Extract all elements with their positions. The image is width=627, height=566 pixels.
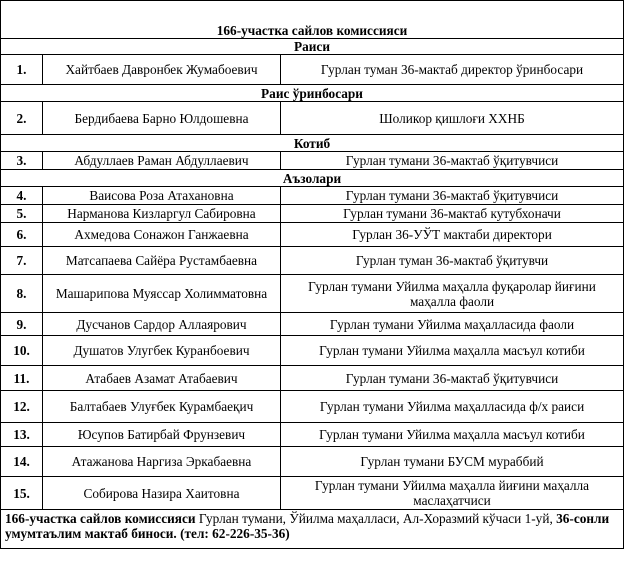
member-position: Гурлан тумани Уйилма маҳалласида фаоли (281, 313, 624, 336)
member-name: Атабаев Азамат Атабаевич (43, 366, 281, 391)
table-row (1, 313, 624, 336)
row-number: 10. (1, 336, 43, 366)
row-number: 6. (1, 223, 43, 247)
member-name: Юсупов Батирбай Фрунзевич (43, 423, 281, 447)
row-number: 12. (1, 391, 43, 423)
table-row (1, 247, 624, 275)
row-number: 11. (1, 366, 43, 391)
row-number: 7. (1, 247, 43, 275)
member-name: Ахмедова Сонажон Ганжаевна (43, 223, 281, 247)
table-row (1, 366, 624, 391)
section-deputy: Раис ўринбосари (1, 85, 624, 102)
member-name: Машарипова Муяссар Холимматовна (43, 275, 281, 313)
row-number: 1. (1, 55, 43, 85)
row-number: 2. (1, 102, 43, 135)
member-position: Гурлан тумани Уйилма маҳалла масъул котиби (281, 423, 624, 447)
footer-address: Гурлан тумани, Ўйилма маҳалласи, Ал-Хоразмий кўчаси 1-уй, (195, 511, 557, 526)
member-name: Дусчанов Сардор Аллаярович (43, 313, 281, 336)
member-position: Гурлан тумани Уйилма маҳалласида ф/х раиси (281, 391, 624, 423)
table-row (1, 423, 624, 447)
table-row (1, 223, 624, 247)
table-row (1, 275, 624, 313)
member-name: Матсапаева Сайёра Рустамбаевна (43, 247, 281, 275)
row-number: 4. (1, 187, 43, 205)
table-row (1, 102, 624, 135)
member-name: Нарманова Кизларгул Сабировна (43, 205, 281, 223)
member-position: Гурлан туман 36-мактаб директор ўринбосари (281, 55, 624, 85)
table-footer (1, 510, 624, 549)
member-position: Гурлан тумани БУСМ мураббий (281, 447, 624, 477)
member-position: Гурлан тумани Уйилма маҳалла масъул котиби (281, 336, 624, 366)
section-secretary: Котиб (1, 135, 624, 152)
member-name: Душатов Улугбек Куранбоевич (43, 336, 281, 366)
section-members: Аъзолари (1, 170, 624, 187)
row-number: 13. (1, 423, 43, 447)
row-number: 14. (1, 447, 43, 477)
member-position: Гурлан тумани 36-мактаб ўқитувчиси (281, 187, 624, 205)
member-position: Гурлан тумани 36-мактаб ўқитувчиси (281, 366, 624, 391)
table-row (1, 205, 624, 223)
table-row (1, 477, 624, 510)
member-position: Гурлан туман 36-мактаб ўқитувчи (281, 247, 624, 275)
member-position: Гурлан 36-УЎТ мактаби директори (281, 223, 624, 247)
member-position: Гурлан тумани Уйилма маҳалла йиғини маҳалла маслаҳатчиси (281, 477, 624, 510)
member-name: Бердибаева Барно Юлдошевна (43, 102, 281, 135)
member-position: Гурлан тумани 36-мактаб кутубхоначи (281, 205, 624, 223)
member-name: Хайтбаев Давронбек Жумабоевич (43, 55, 281, 85)
row-number: 8. (1, 275, 43, 313)
member-name: Ваисова Роза Атахановна (43, 187, 281, 205)
footer-building: 36-сонли умумтаълим мактаб биноси. (тел: 62-226-35-36) (5, 511, 610, 541)
row-number: 5. (1, 205, 43, 223)
table-row (1, 55, 624, 85)
table-row (1, 187, 624, 205)
row-number: 15. (1, 477, 43, 510)
table-row (1, 336, 624, 366)
member-name: Балтабаев Улуғбек Курамбаeқич (43, 391, 281, 423)
section-chair: Раиси (1, 39, 624, 55)
row-number: 9. (1, 313, 43, 336)
table-row (1, 447, 624, 477)
table-row (1, 152, 624, 170)
footer-commission: 166-участка сайлов комиссияси (5, 511, 196, 526)
member-position: Гурлан тумани Уйилма маҳалла фуқаролар йиғини маҳалла фаоли (281, 275, 624, 313)
member-name: Собирова Назира Хаитовна (43, 477, 281, 510)
member-name: Атажанова Наргиза Эркабаевна (43, 447, 281, 477)
member-name: Абдуллаев Раман Абдуллаевич (43, 152, 281, 170)
row-number: 3. (1, 152, 43, 170)
table-row (1, 391, 624, 423)
member-position: Шоликор қишлоғи ХХНБ (281, 102, 624, 135)
member-position: Гурлан тумани 36-мактаб ўқитувчиси (281, 152, 624, 170)
table-title: 166-участка сайлов комиссияси (1, 1, 624, 39)
